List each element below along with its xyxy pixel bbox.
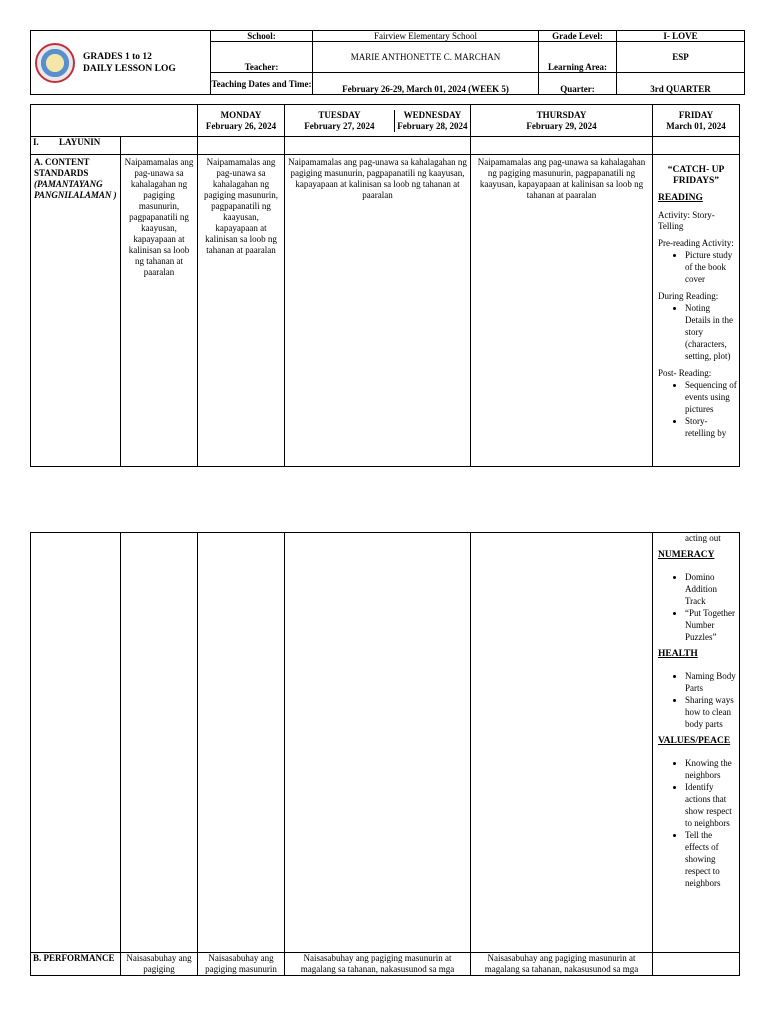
list-item: • Identify actions that show respect to neighbors bbox=[685, 781, 737, 829]
grade-level-label: Grade Level: bbox=[539, 31, 617, 42]
header-block bbox=[30, 30, 745, 95]
lesson-log-page-2 bbox=[30, 532, 740, 976]
health-title: HEALTH bbox=[658, 649, 698, 659]
day-header-thursday: THURSDAY February 29, 2024 bbox=[471, 105, 653, 137]
list-item: • “Put Together Number Puzzles” bbox=[685, 607, 737, 643]
learning-area-label: Learning Area: bbox=[539, 42, 617, 73]
school-value: Fairview Elementary School bbox=[313, 31, 539, 42]
school-seal-icon bbox=[35, 43, 75, 83]
content-standards-monday: Naipamamalas ang pag-unawa sa kahalagahan ng pagiging masunurin, pagpapanatili ng kaayusan, kapayapaan at kalinisan sa loob ng tahanan at paaralan bbox=[121, 155, 198, 467]
values-peace-title: VALUES/PEACE bbox=[658, 736, 731, 746]
day-date-tuesday: February 27, 2024 bbox=[304, 120, 375, 131]
list-item: • Noting Details in the story (characters, setting, plot) bbox=[685, 302, 737, 362]
lesson-log-table-continued bbox=[30, 532, 740, 976]
numeracy-title: NUMERACY bbox=[658, 550, 715, 560]
list-item: • Domino Addition Track bbox=[685, 571, 737, 607]
empty-cell bbox=[31, 533, 121, 953]
empty-cell bbox=[121, 533, 198, 953]
teaching-dates-value: February 26-29, March 01, 2024 (WEEK 5) bbox=[313, 73, 539, 95]
day-header-tue-wed bbox=[285, 105, 471, 137]
numeracy-list bbox=[655, 571, 737, 643]
quarter-value: 3rd QUARTER bbox=[617, 73, 745, 95]
quarter-label: Quarter: bbox=[539, 73, 617, 95]
school-label: School: bbox=[211, 31, 313, 42]
catch-up-fridays-cell bbox=[653, 155, 740, 467]
pre-reading-list bbox=[655, 249, 737, 285]
title-line-1: GRADES 1 to 12 bbox=[83, 51, 152, 62]
list-item: • Tell the effects of showing respect to neighbors bbox=[685, 829, 737, 889]
list-item: • Sharing ways how to clean body parts bbox=[685, 694, 737, 730]
lesson-log-page-1 bbox=[30, 104, 740, 467]
day-name-wednesday: WEDNESDAY bbox=[403, 109, 462, 120]
empty-cell bbox=[471, 137, 653, 155]
catch-up-title: “CATCH- UP FRIDAYS” bbox=[667, 165, 725, 186]
title-line-2: DAILY LESSON LOG bbox=[83, 63, 176, 74]
day-name-tuesday: TUESDAY bbox=[318, 109, 361, 120]
day-header-friday: FRIDAY March 01, 2024 bbox=[653, 105, 740, 137]
reading-activity: Activity: Story-Telling bbox=[658, 210, 715, 231]
performance-wednesday: Naisasabuhay ang pagiging masunurin at magalang sa tahanan, nakasusunod sa mga bbox=[285, 953, 471, 976]
teacher-value: MARIE ANTHONETTE C. MARCHAN bbox=[313, 42, 539, 73]
content-standards-thursday: Naipamamalas ang pag-unawa sa kahalagahan ng pagiging masunurin, pagpapanatili ng kaayusan, kapayapaan at kalinisan sa loob ng tahanan at paaralan bbox=[471, 155, 653, 467]
content-standards-wednesday: Naipamamalas ang pag-unawa sa kahalagahan ng pagiging masunurin, pagpapanatili ng kaayusan, kapayapaan at kalinisan sa loob ng tahanan at paaralan bbox=[285, 155, 471, 467]
catch-up-fridays-continued bbox=[653, 533, 740, 953]
values-list bbox=[655, 757, 737, 889]
header-title-cell bbox=[31, 31, 211, 95]
empty-cell bbox=[285, 137, 471, 155]
list-item: • Naming Body Parts bbox=[685, 670, 737, 694]
empty-cell bbox=[471, 533, 653, 953]
during-reading-list bbox=[655, 302, 737, 362]
during-reading-label: During Reading: bbox=[658, 291, 719, 301]
pre-reading-label: Pre-reading Activity: bbox=[658, 238, 734, 248]
empty-cell bbox=[198, 137, 285, 155]
day-header-monday: MONDAY February 26, 2024 bbox=[198, 105, 285, 137]
performance-monday: Naisasabuhay ang pagiging bbox=[121, 953, 198, 976]
header-table bbox=[30, 30, 745, 95]
section-layunin-label: I. LAYUNIN bbox=[31, 137, 121, 155]
learning-area-value: ESP bbox=[617, 42, 745, 73]
reading-title: READING bbox=[658, 193, 703, 203]
empty-cell bbox=[653, 137, 740, 155]
list-item: • Picture study of the book cover bbox=[685, 249, 737, 285]
lesson-log-table bbox=[30, 104, 740, 467]
day-date-wednesday: February 28, 2024 bbox=[397, 120, 468, 131]
performance-tuesday: Naisasabuhay ang pagiging masunurin bbox=[198, 953, 285, 976]
performance-thursday: Naisasabuhay ang pagiging masunurin at magalang sa tahanan, nakasusunod sa mga bbox=[471, 953, 653, 976]
continued-text: acting out bbox=[685, 533, 721, 543]
list-item: • Sequencing of events using pictures bbox=[685, 379, 737, 415]
empty-cell bbox=[121, 137, 198, 155]
content-standards-tuesday: Naipamamalas ang pag-unawa sa kahalagahan ng pagiging masunurin, pagpapanatili ng kaayusan, kapayapaan at kalinisan sa loob ng tahanan at paaralan bbox=[198, 155, 285, 467]
empty-cell bbox=[198, 533, 285, 953]
grade-level-value: I- LOVE bbox=[617, 31, 745, 42]
days-header-blank bbox=[31, 105, 198, 137]
teaching-dates-label: Teaching Dates and Time: bbox=[211, 73, 313, 95]
post-reading-list bbox=[655, 379, 737, 439]
list-item: • Knowing the neighbors bbox=[685, 757, 737, 781]
list-item: • Story-retelling by bbox=[685, 415, 737, 439]
content-standards-label: A. CONTENT STANDARDS (PAMANTAYANG PANGNILALAMAN ) bbox=[31, 155, 121, 467]
teacher-label: Teacher: bbox=[211, 42, 313, 73]
post-reading-label: Post- Reading: bbox=[658, 368, 712, 378]
performance-standards-label: B. PERFORMANCE bbox=[31, 953, 121, 976]
empty-cell bbox=[285, 533, 471, 953]
health-list bbox=[655, 670, 737, 730]
empty-cell bbox=[653, 953, 740, 976]
